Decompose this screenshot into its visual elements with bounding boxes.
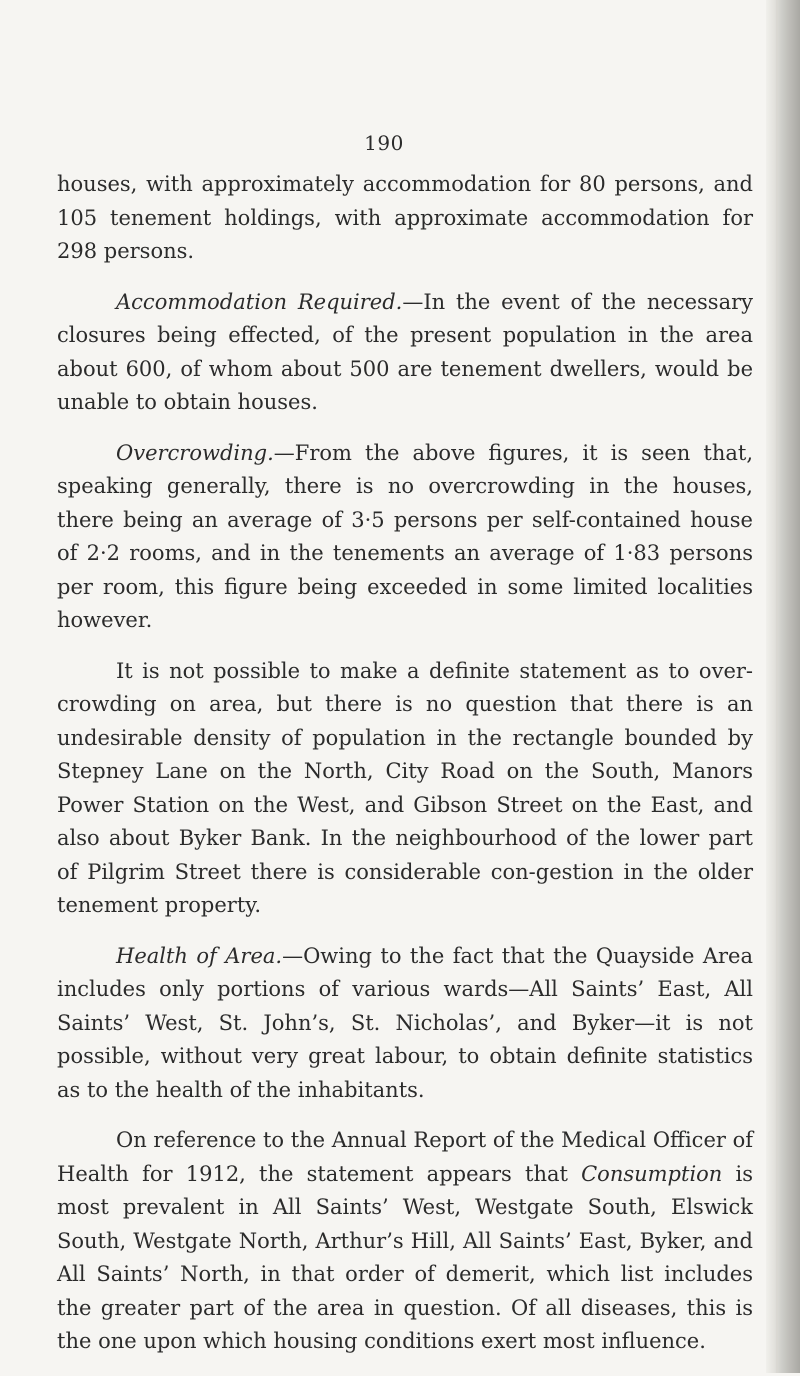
paragraph-text: —In the event of the necessary closures being effected, of the present population in the area about 600, of whom about 500 are tenement dwellers, would be unable to obtain houses.: [57, 289, 753, 414]
paragraph-text: —Owing to the fact that the Quayside Area includes only portions of various wards—All Saints’ East, All Saints’ West, St. John’s, St. Nicholas’, and Byker—it is not possible, without very great labour, to obtain definite statistics as to the health of the inhabitants.: [57, 943, 753, 1102]
section-heading: Overcrowding.: [116, 440, 274, 465]
paragraph-text: houses, with approximately accommodation for 80 persons, and 105 tenement holdings, with approximate accommodation for 298 persons.: [57, 172, 753, 263]
section-heading: Accommodation Required.: [116, 289, 403, 314]
section-heading: Health of Area.: [116, 943, 283, 968]
paragraph-text: It is not possible to make a definite statement as to over-crowding on area, but there is no question that there is an undesirable density of population in the rectangle bounded by Stepney Lane on the North, City Road on the South, Manors Power Station on the West, and Gibson Street on the East, and also about Byker Bank. In the neighbourhood of the lower part of Pilgrim Street there is considerable con-gestion in the older tenement property.: [57, 658, 753, 917]
paragraph-overcrowding-area: [57, 655, 753, 923]
page-binding-edge: [766, 0, 800, 1373]
paragraph-accommodation-required: [57, 286, 753, 420]
emphasis-term: Consumption: [581, 1161, 723, 1186]
paragraph-text: is most prevalent in All Saints’ West, Westgate South, Elswick South, Westgate North, Arthur’s Hill, All Saints’ East, Byker, and All Saints’ North, in that order of demerit, which list includes the greater part of the area in question. Of all diseases, this is the one upon which housing conditions exert most influence.: [57, 1161, 753, 1353]
page-number: 190: [364, 131, 404, 155]
paragraph-text: On reference to the Annual Report of the Medical Officer of Health for 1912, the statement appears that: [57, 1128, 753, 1186]
paragraph-annual-report: [57, 1124, 753, 1359]
paragraph-continuation: [57, 168, 753, 269]
paragraph-health-of-area: [57, 940, 753, 1108]
paragraph-text: —From the above figures, it is seen that, speaking generally, there is no overcrowding in the houses, there being an average of 3·5 persons per self-contained house of 2·2 rooms, and in the tenements an average of 1·83 persons per room, this figure being exceeded in some limited localities however.: [57, 440, 753, 632]
paragraph-overcrowding: [57, 437, 753, 638]
document-body: [57, 168, 753, 1376]
